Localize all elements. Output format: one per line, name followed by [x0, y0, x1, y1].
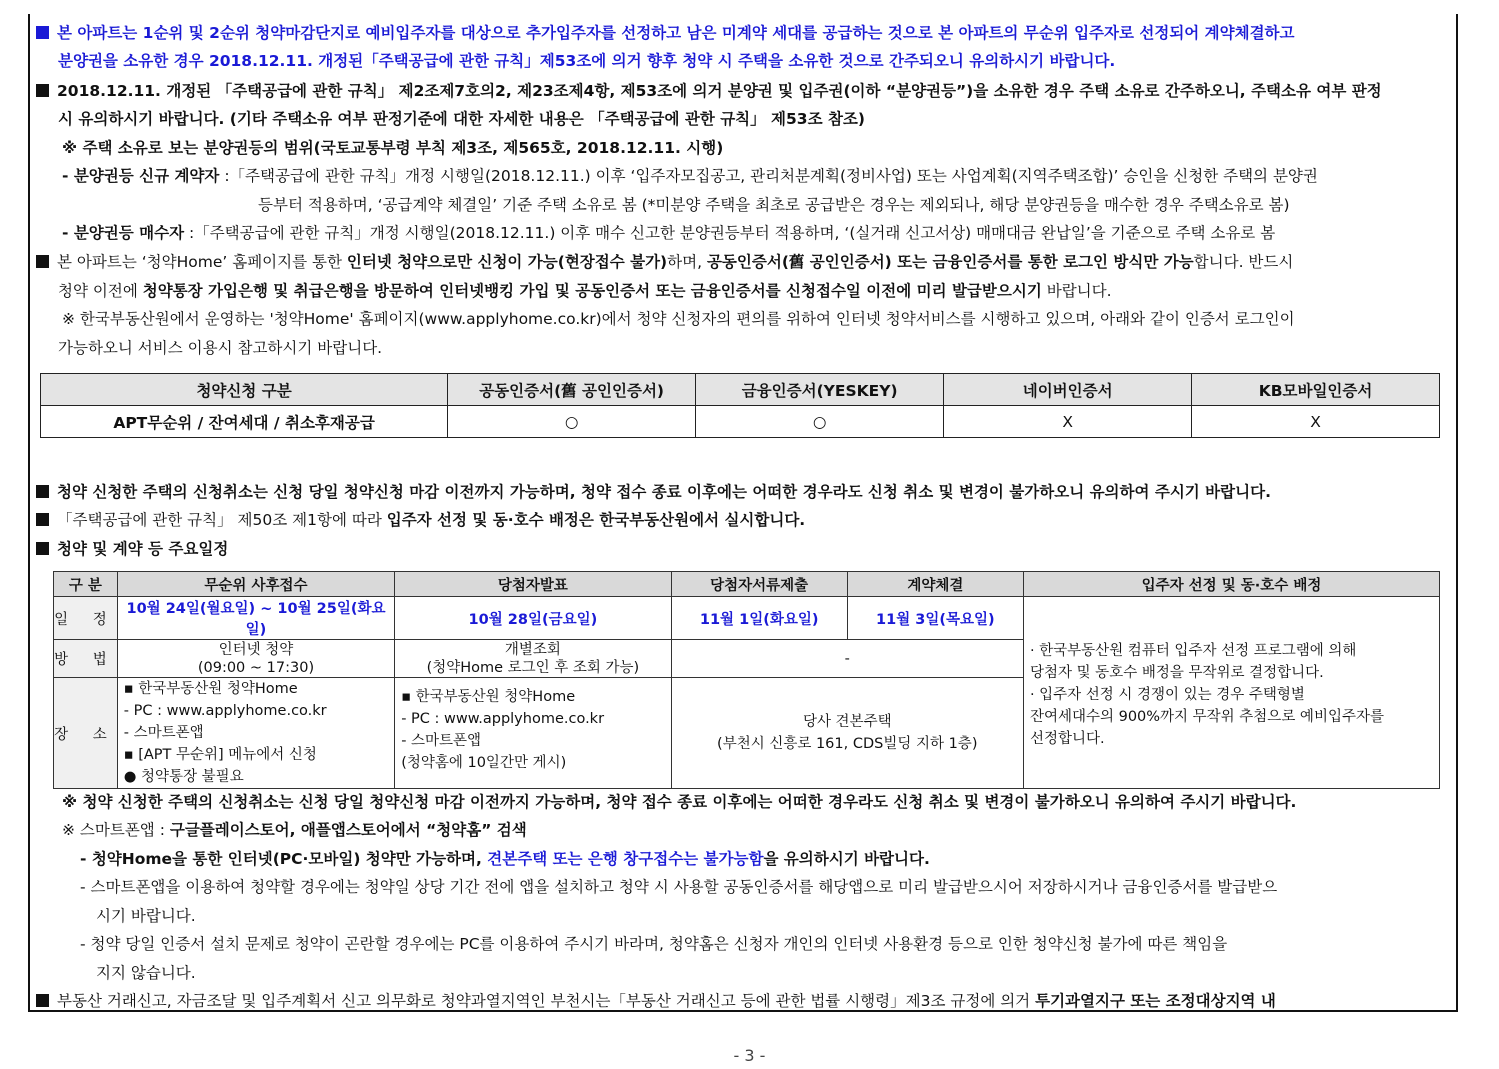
table-cell: APT무순위 / 잔여세대 / 취소후재공급 [41, 406, 448, 438]
schedule-header: 무순위 사후접수 [117, 572, 394, 597]
sub-line: 지지 않습니다. [96, 964, 196, 982]
row-label: 일 정 [54, 597, 118, 640]
row-label: 방 법 [54, 640, 118, 678]
method-cell: 개별조회 (청약Home 로그인 후 조회 가능) [395, 640, 671, 678]
place-cell: 당사 견본주택 (부천시 신흥로 161, CDS빌딩 지하 1층) [671, 678, 1023, 789]
table-cell: X [1192, 406, 1440, 438]
emphasis-text: 인터넷 청약으로만 신청이 가능(현장접수 불가) [346, 253, 668, 271]
table-cell: ○ [696, 406, 944, 438]
date-cell: 10월 24일(월요일) ~ 10월 25일(화요일) [117, 597, 394, 640]
bullet-square-icon [36, 542, 49, 555]
table-cell: X [944, 406, 1192, 438]
emphasis-text: 견본주택 또는 은행 창구접수는 불가능함 [487, 850, 764, 868]
text-span: 하며, [667, 253, 707, 271]
sub-line: - 스마트폰앱을 이용하여 청약할 경우에는 청약일 상당 기간 전에 앱을 설치하고 청약 시 사용할 공동인증서를 해당앱으로 미리 발급받으시어 저장하시거나 금융인증서를 발급받으 [80, 878, 1278, 896]
note-line: ※ 주택 소유로 보는 분양권등의 범위(국토교통부령 부칙 제3조, 제565호, 2018.12.11. 시행) [62, 139, 724, 157]
emphasis-text: 입주자 선정 및 동·호수 배정은 한국부동산원에서 실시합니다. [386, 511, 806, 529]
notice-text: 본 아파트는 1순위 및 2순위 청약마감단지로 예비입주자를 대상으로 추가입주자를 선정하고 남은 미계약 세대를 공급하는 것으로 본 아파트의 무순위 입주자로 선정되어 계약체결하고 [57, 24, 1295, 42]
schedule-header: 계약체결 [847, 572, 1023, 597]
text-span: 부동산 거래신고, 자금조달 및 입주계획서 신고 의무화로 청약과열지역인 부천시는「부동산 거래신고 등에 관한 법률 시행령」제3조 규정에 의거 [57, 992, 1036, 1010]
sub-line [62, 165, 1318, 187]
note-line: ※ 청약 신청한 주택의 신청취소는 신청 당일 청약신청 마감 이전까지 가능하며, 청약 접수 종료 이후에는 어떠한 경우라도 신청 취소 및 변경이 불가하오니 유의하여 주시기 바랍니다. [62, 793, 1297, 811]
notice-text: 2018.12.11. 개정된 「주택공급에 관한 규칙」 제2조제7호의2, 제23조제4항, 제53조에 의거 분양권 및 입주권(이하 “분양권등”)을 소유한 경우 주택 소유로 간주하오니, 주택소유 여부 판정 [57, 82, 1382, 100]
sub-label: - 분양권등 신규 계약자 [62, 167, 220, 185]
text-span: 을 유의하시기 바랍니다. [763, 850, 930, 868]
emphasis-text: 청약통장 가입은행 및 취급은행을 방문하여 인터넷뱅킹 가입 및 공동인증서 또는 금융인증서를 신청접수일 이전에 미리 발급받으시기 [142, 282, 1042, 300]
emphasis-text: 투기과열지구 또는 조정대상지역 내 [1035, 992, 1276, 1010]
text-span: 본 아파트는 ‘청약Home’ 홈페이지를 통한 [57, 253, 347, 271]
notice-text: 청약 신청한 주택의 신청취소는 신청 당일 청약신청 마감 이전까지 가능하며, 청약 접수 종료 이후에는 어떠한 경우라도 신청 취소 및 변경이 불가하오니 유의하여 주시기 바랍니다. [57, 483, 1271, 501]
note-line [62, 819, 527, 841]
schedule-header: 구 분 [54, 572, 118, 597]
method-cell: 인터넷 청약 (09:00 ~ 17:30) [117, 640, 394, 678]
page-number: - 3 - [733, 1046, 766, 1065]
selection-cell: · 한국부동산원 컴퓨터 입주자 선정 프로그램에 의해 당첨자 및 동호수 배정을 무작위로 결정합니다. · 입주자 선정 시 경쟁이 있는 경우 주택형별 잔여세대수의 900%까지 무작위 추첨으로 예비입주자를 선정합니다. [1023, 597, 1439, 789]
text-span: ※ 스마트폰앱 : [62, 821, 170, 839]
note-line: ※ 한국부동산원에서 운영하는 '청약Home' 홈페이지(www.applyhome.co.kr)에서 청약 신청자의 편의를 위하여 인터넷 청약서비스를 시행하고 있으며, 아래와 같이 인증서 로그인이 [62, 310, 1295, 328]
sub-line: 등부터 적용하며, ‘공급계약 체결일’ 기준 주택 소유로 봄 (*미분양 주택을 최초로 공급받은 경우는 제외되나, 해당 분양권등을 매수한 경우 주택소유로 봄) [258, 196, 1290, 214]
method-cell: - [671, 640, 1023, 678]
bullet-square-icon [36, 255, 49, 268]
bullet-square-icon [36, 84, 49, 97]
bullet-square-icon [36, 26, 49, 39]
auth-table-header: 네이버인증서 [944, 374, 1192, 406]
notice-line [36, 80, 1382, 102]
table-cell: ○ [448, 406, 696, 438]
date-cell: 10월 28일(금요일) [395, 597, 671, 640]
auth-table [40, 373, 1440, 438]
emphasis-text: 공동인증서(舊 공인인증서) 또는 금융인증서를 통한 로그인 방식만 가능 [706, 253, 1194, 271]
date-cell: 11월 1일(화요일) [671, 597, 847, 640]
table-row [54, 597, 1440, 640]
date-cell: 11월 3일(목요일) [847, 597, 1023, 640]
schedule-header-row [54, 572, 1440, 597]
sub-text: :「주택공급에 관한 규칙」개정 시행일(2018.12.11.) 이후 매수 신고한 분양권등부터 적용하며, ‘(실거래 신고서상) 매매대금 완납일’을 기준으로 주택 소유로 봄 [184, 224, 1276, 242]
schedule-header: 당첨자발표 [395, 572, 671, 597]
auth-table-header-row [41, 374, 1440, 406]
schedule-header: 입주자 선정 및 동·호수 배정 [1023, 572, 1439, 597]
sub-line [80, 848, 930, 870]
text-span: 합니다. 반드시 [1193, 253, 1294, 271]
auth-table-header: 금융인증서(YESKEY) [696, 374, 944, 406]
sub-line: - 청약 당일 인증서 설치 문제로 청약이 곤란할 경우에는 PC를 이용하여 주시기 바라며, 청약홈은 신청자 개인의 인터넷 사용환경 등으로 인한 청약신청 불가에 따른 책임을 [80, 935, 1228, 953]
text-span: - 청약Home을 통한 인터넷(PC·모바일) 청약만 가능하며, [80, 850, 488, 868]
row-label: 장 소 [54, 678, 118, 789]
emphasis-text: 구글플레이스토어, 애플앱스토어에서 “청약홈” 검색 [169, 821, 527, 839]
notice-line: 분양권을 소유한 경우 2018.12.11. 개정된「주택공급에 관한 규칙」제53조에 의거 향후 청약 시 주택을 소유한 것으로 간주되오니 유의하시기 바랍니다. [58, 52, 1116, 70]
text-span: 「주택공급에 관한 규칙」 제50조 제1항에 따라 [57, 511, 387, 529]
notice-line [36, 22, 1295, 44]
sub-label: - 분양권등 매수자 [62, 224, 185, 242]
notice-line [58, 280, 1112, 302]
auth-table-header: 공동인증서(舊 공인인증서) [448, 374, 696, 406]
section-heading [36, 538, 228, 560]
sub-line: 시기 바랍니다. [96, 907, 196, 925]
place-cell: ▪ 한국부동산원 청약Home - PC : www.applyhome.co.kr - 스마트폰앱 (청약홈에 10일간만 게시) [395, 678, 671, 789]
notice-line [36, 990, 1276, 1012]
section-title: 청약 및 계약 등 주요일정 [57, 540, 229, 558]
bullet-square-icon [36, 485, 49, 498]
table-row [41, 406, 1440, 438]
text-span: 바랍니다. [1041, 282, 1112, 300]
schedule-header: 당첨자서류제출 [671, 572, 847, 597]
place-cell: ▪ 한국부동산원 청약Home - PC : www.applyhome.co.kr - 스마트폰앱 ▪ [APT 무순위] 메뉴에서 신청 ● 청약통장 불필요 [117, 678, 394, 789]
text-span: 청약 이전에 [58, 282, 143, 300]
auth-table-header: 청약신청 구분 [41, 374, 448, 406]
sub-text: :「주택공급에 관한 규칙」개정 시행일(2018.12.11.) 이후 ‘입주자모집공고, 관리처분계획(정비사업) 또는 사업계획(지역주택조합)’ 승인을 신청한 주택의 분양권 [219, 167, 1318, 185]
auth-table-header: KB모바일인증서 [1192, 374, 1440, 406]
bullet-square-icon [36, 994, 49, 1007]
sub-line [62, 222, 1275, 244]
note-line: 가능하오니 서비스 이용시 참고하시기 바랍니다. [58, 339, 383, 357]
bullet-square-icon [36, 513, 49, 526]
notice-line: 시 유의하시기 바랍니다. (기타 주택소유 여부 판정기준에 대한 자세한 내용은 「주택공급에 관한 규칙」 제53조 참조) [58, 110, 865, 128]
notice-line [36, 251, 1293, 273]
schedule-table [53, 571, 1440, 789]
notice-line [36, 481, 1271, 503]
notice-line [36, 509, 805, 531]
